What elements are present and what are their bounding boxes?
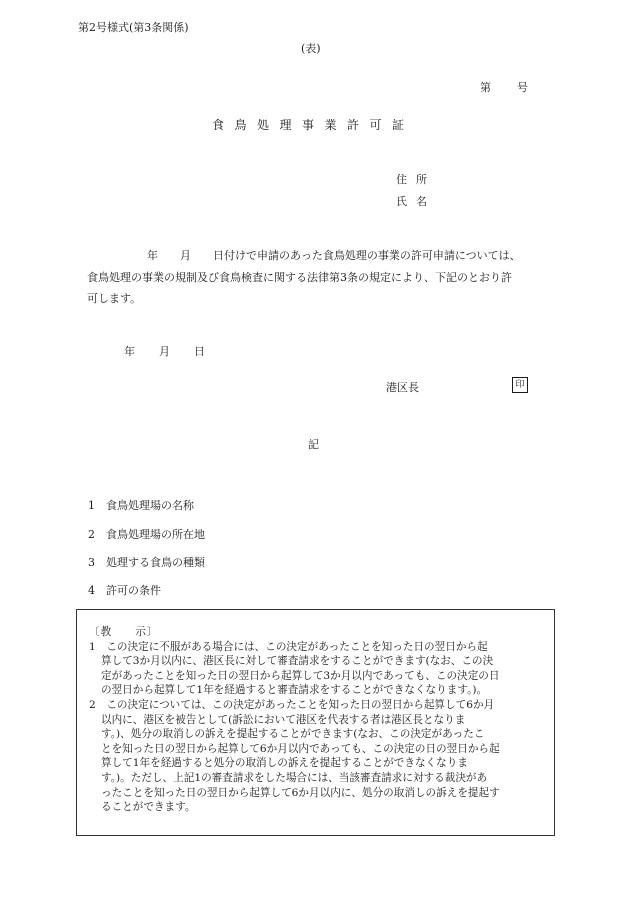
notice-line: す。)。ただし、上記1の審査請求をした場合には、当該審査請求に対する裁決があ [101,771,488,784]
item-number: 2 [88,528,95,541]
notice-line: 2 この決定については、この決定があったことを知った日の翌日から起算して6か月 [89,698,495,711]
issue-date [124,343,205,359]
item-number: 1 [88,499,95,512]
address-label: 住所 [396,173,436,186]
certificate-number [480,79,528,95]
ki-heading: 記 [308,438,319,451]
body-line: 食鳥処理の事業の規制及び食鳥検査に関する法律第3条の規定により、下記のとおり許 [87,270,512,284]
notice-line: とを知った日の翌日から起算して6か月以内であっても、この決定の日の翌日から起 [101,742,500,755]
permit-body-text [87,245,557,310]
certificate-number-prefix: 第 [480,81,491,94]
certificate-number-suffix: 号 [517,81,528,94]
notice-line: の翌日から起算して1年を経過すると審査請求をすることができなくなります。)。 [101,684,488,697]
list-item [88,497,194,513]
seal-mark: 印 [512,377,528,393]
date-month: 月 [159,345,170,358]
form-number: 第2号様式(第3条関係) [78,21,189,34]
date-day: 日 [194,345,205,358]
item-label: 食鳥処理場の名称 [106,499,194,512]
name-label: 氏名 [396,195,436,208]
notice-line: 以内に、港区を被告として(訴訟において港区を代表する者は港区長となりま [101,713,466,726]
notice-line: ったことを知った日の翌日から起算して6か月以内に、処分の取消しの訴えを提起す [101,786,500,799]
document-title: 食鳥処理事業許可証 [212,118,415,132]
issuer-title: 港区長 [386,381,419,394]
notice-line: 算して1年を経過すると処分の取消しの訴えを提起することができなくなりま [101,757,468,770]
list-item [88,554,205,570]
notice-line: 定があったことを知った日の翌日から起算して3か月以内であっても、この決定の日 [101,669,500,682]
notice-title: 〔教 示〕 [89,626,159,638]
list-item [88,582,161,598]
instruction-notice-box [76,609,555,836]
item-label: 食鳥処理場の所在地 [106,528,205,541]
list-item [88,526,205,542]
body-line: 可します。 [87,292,142,305]
instruction-notice-text [89,625,549,815]
item-number: 4 [88,584,95,597]
date-year: 年 [124,345,135,358]
notice-line: 算して3か月以内に、港区長に対して審査請求をすることができます(なお、この決 [101,655,494,668]
item-number: 3 [88,556,95,569]
notice-line: 1 この決定に不服がある場合には、この決定があったことを知った日の翌日から起 [89,640,488,653]
notice-line: ることができます。 [101,801,196,814]
item-label: 処理する食鳥の種類 [106,556,205,569]
front-side-label: (表) [301,42,321,55]
body-line: 年 月 日付けで申請のあった食鳥処理の事業の許可申請については、 [147,249,521,262]
item-label: 許可の条件 [106,584,161,597]
notice-line: す。)、処分の取消しの訴えを提起することができます(なお、この決定があったこ [101,728,485,741]
